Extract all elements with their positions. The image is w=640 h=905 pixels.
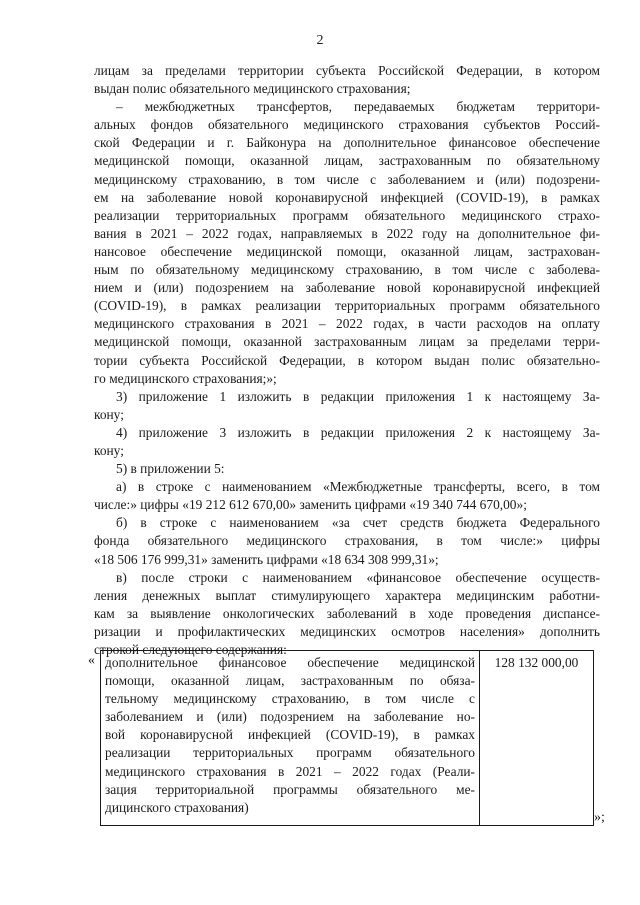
cell-line: дополнительное финансовое обеспечение медицинской — [105, 655, 475, 670]
text-line: кону; — [94, 442, 124, 458]
cell-line: помощи, оказанной лицам, застрахованным по обяза- — [105, 673, 475, 689]
cell-line: заболеванием и (или) подозрением на заболевание но- — [105, 709, 475, 725]
cell-line: тельному медицинскому страхованию, в том числе с — [105, 691, 475, 707]
text-line: нием и (или) подозрением на заболевание новой коронавирусной инфекцией — [94, 280, 600, 296]
text-line: «18 506 176 999,31» заменить цифрами «18 634 308 999,31»; — [94, 551, 439, 567]
text-line: ризации и профилактических медицинских осмотров населения» дополнить — [94, 623, 600, 639]
text-line: медицинскому страхованию, в том числе с заболеванием и (или) подозрени- — [94, 171, 600, 187]
text-line: медицинской помощи, оказанной застрахованным лицам за пределами терри- — [94, 334, 600, 350]
inserted-row-block — [88, 650, 613, 830]
row-amount-cell: 128 132 000,00 — [480, 651, 594, 826]
cell-line: реализации территориальных программ обязательного — [105, 745, 475, 761]
text-line: числе:» цифры «19 212 612 670,00» заменить цифрами «19 340 744 670,00»; — [94, 497, 527, 513]
text-line: медицинского страхования в 2021 – 2022 годах, в части расходов на оплату — [94, 316, 600, 332]
text-line: ления денежных выплат стимулирующего характера медицинским работни- — [94, 587, 600, 603]
row-description-cell — [101, 651, 480, 826]
text-line: б) в строке с наименованием «за счет средств бюджета Федерального — [116, 515, 600, 531]
text-line: го медицинского страхования;»; — [94, 370, 277, 386]
text-line: вания в 2021 – 2022 годах, направляемых в 2022 году на дополнительное фи- — [94, 225, 600, 241]
text-line: а) в строке с наименованием «Межбюджетные трансферты, всего, в том — [116, 479, 600, 495]
opening-quote-mark: « — [88, 653, 95, 668]
table-row — [101, 651, 594, 826]
text-line: выдан полис обязательного медицинского страхования; — [94, 81, 411, 97]
text-line: ным по обязательному медицинскому страхованию, в том числе с заболева- — [94, 262, 600, 278]
text-line: 4) приложение 3 изложить в редакции приложения 2 к настоящему За- — [116, 424, 600, 440]
text-line: нансовое обеспечение медицинской помощи, оказанной лицам, застрахован- — [94, 243, 600, 259]
closing-quote-mark: »; — [594, 810, 605, 825]
body-text — [94, 62, 600, 659]
text-line: – межбюджетных трансфертов, передаваемых бюджетам территори- — [116, 99, 600, 115]
text-line: ем на заболевание новой коронавирусной инфекцией (COVID-19), в рамках — [94, 189, 600, 205]
text-line: кону; — [94, 406, 124, 422]
text-line: строкой следующего содержания: — [94, 642, 287, 657]
text-line: лицам за пределами территории субъекта Российской Федерации, в котором — [94, 63, 600, 78]
page-number: 2 — [316, 33, 324, 48]
text-line: 5) в приложении 5: — [116, 461, 225, 477]
text-line: тории субъекта Российской Федерации, в котором выдан полис обязательно- — [94, 352, 600, 368]
cell-line: дицинского страхования) — [105, 799, 249, 815]
text-line: 3) приложение 1 изложить в редакции приложения 1 к настоящему За- — [116, 388, 600, 404]
text-line: фонда обязательного медицинского страхования, в том числе:» цифры — [94, 533, 600, 549]
text-line: альных фондов обязательного медицинского страхования субъектов Россий- — [94, 117, 600, 133]
text-line: в) после строки с наименованием «финансовое обеспечение осуществ- — [116, 569, 600, 585]
cell-line: вой коронавирусной инфекцией (COVID-19), в рамках — [105, 727, 475, 743]
text-line: ской Федерации и г. Байконура на дополнительное финансовое обеспечение — [94, 135, 600, 151]
cell-line: зация территориальной программы обязательного ме- — [105, 781, 475, 797]
text-line: кам за выявление онкологических заболеваний в ходе проведения диспансе- — [94, 605, 600, 621]
inserted-row-table — [100, 650, 594, 826]
text-line: медицинской помощи, оказанной лицам, застрахованным по обязательному — [94, 153, 600, 169]
text-line: (COVID-19), в рамках реализации территориальных программ обязательного — [94, 298, 600, 314]
text-line: реализации территориальных программ обязательного медицинского страхо- — [94, 207, 600, 223]
cell-line: медицинского страхования в 2021 – 2022 годах (Реали- — [105, 763, 475, 779]
